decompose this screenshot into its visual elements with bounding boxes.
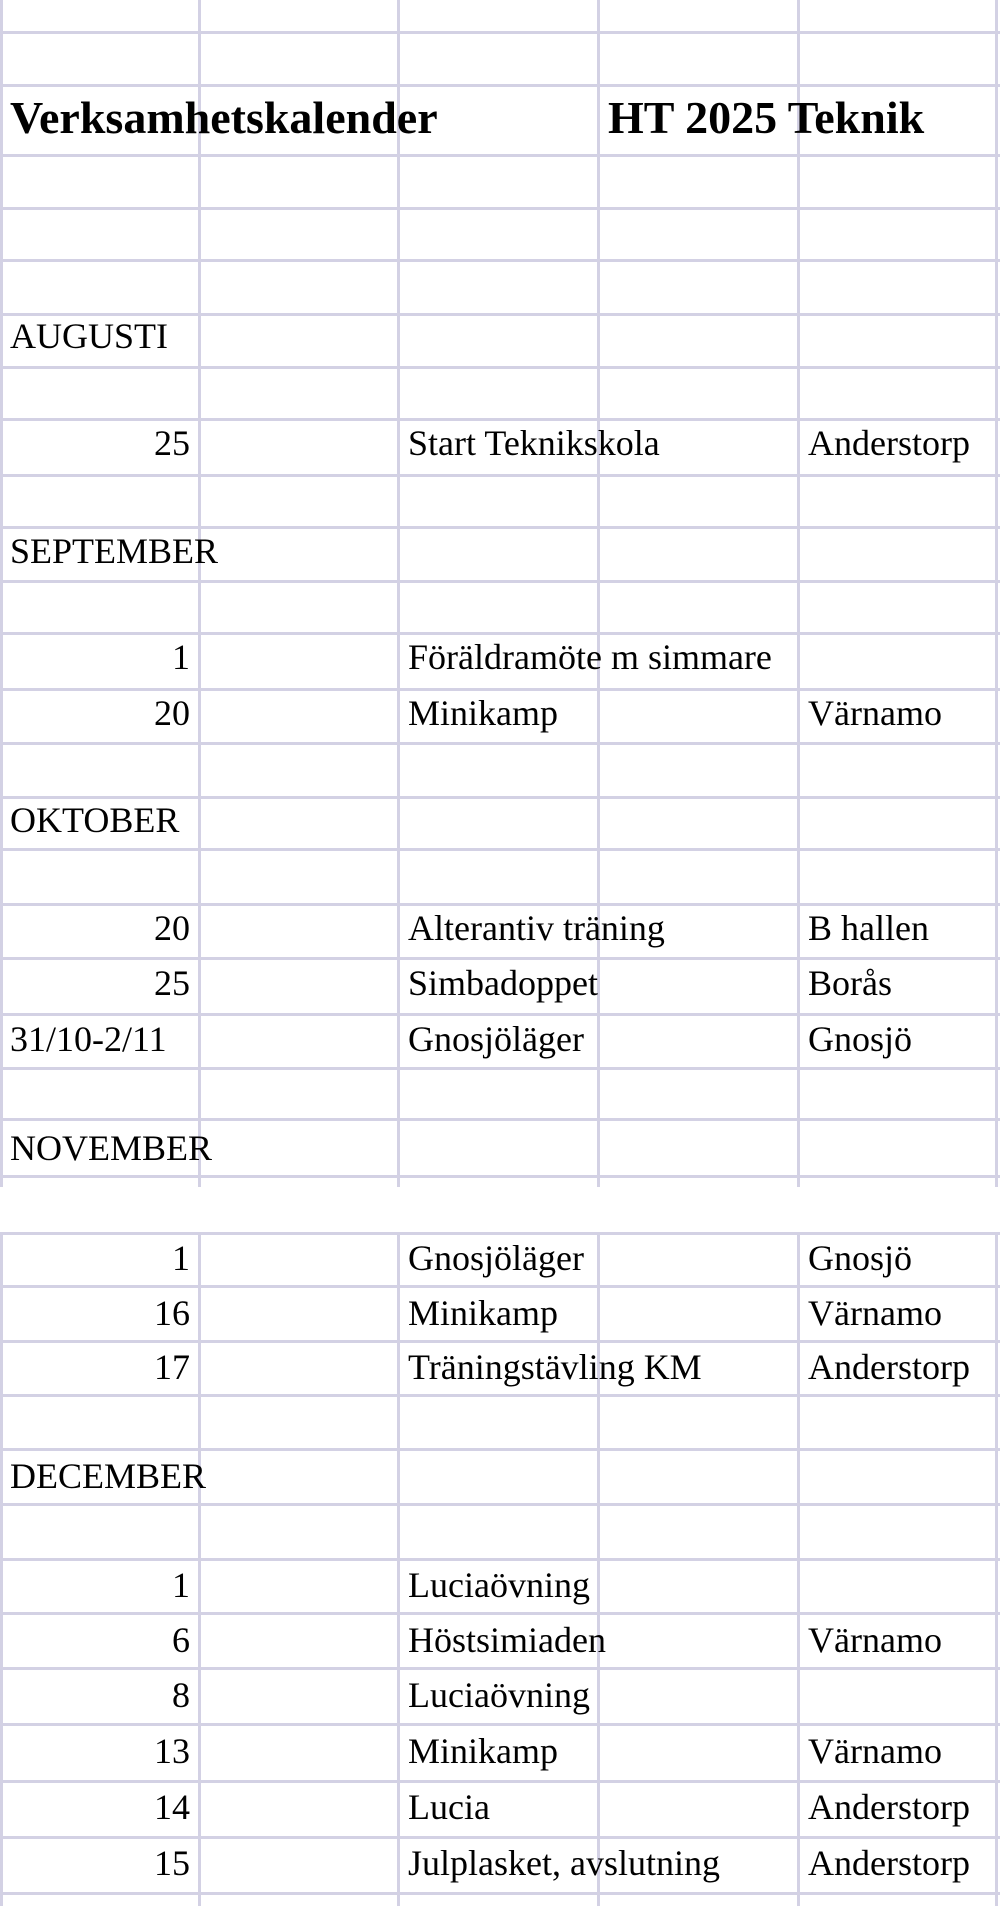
event-name: Minikamp — [408, 1293, 558, 1333]
grid-line — [0, 1612, 1000, 1615]
month-heading: AUGUSTI — [10, 316, 168, 356]
grid-line — [0, 154, 1000, 157]
grid-line — [0, 632, 1000, 635]
grid-line — [0, 1118, 1000, 1121]
event-date: 16 — [154, 1293, 190, 1333]
event-name: Minikamp — [408, 1731, 558, 1771]
grid-line — [0, 580, 1000, 583]
event-name: Gnosjöläger — [408, 1019, 584, 1059]
grid-line — [198, 0, 201, 1187]
grid-line — [597, 0, 600, 1187]
grid-line — [0, 1723, 1000, 1726]
event-date: 8 — [172, 1675, 190, 1715]
grid-line — [0, 84, 1000, 87]
event-date: 20 — [154, 908, 190, 948]
event-place: B hallen — [808, 908, 929, 948]
grid-line — [0, 1067, 1000, 1070]
event-name: Julplasket, avslutning — [408, 1843, 720, 1883]
event-place: Anderstorp — [808, 423, 970, 463]
grid-line — [0, 688, 1000, 691]
event-name: Föräldramöte m simmare — [408, 637, 772, 677]
month-heading: SEPTEMBER — [10, 531, 219, 571]
event-date: 1 — [172, 1565, 190, 1605]
grid-line — [0, 31, 1000, 34]
grid-line — [597, 1233, 600, 1906]
grid-line — [0, 1836, 1000, 1839]
grid-line — [0, 259, 1000, 262]
grid-line — [797, 0, 800, 1187]
grid-line — [0, 366, 1000, 369]
event-date: 14 — [154, 1787, 190, 1827]
grid-line — [0, 742, 1000, 745]
event-name: Start Teknikskola — [408, 423, 660, 463]
grid-line — [397, 1233, 400, 1906]
month-heading: OKTOBER — [10, 800, 180, 840]
event-date: 31/10-2/11 — [10, 1019, 167, 1059]
grid-line — [0, 1667, 1000, 1670]
grid-line — [0, 1892, 1000, 1895]
event-name: Träningstävling KM — [408, 1347, 702, 1387]
event-place: Anderstorp — [808, 1843, 970, 1883]
event-date: 25 — [154, 423, 190, 463]
event-place: Värnamo — [808, 1620, 942, 1660]
grid-line — [0, 526, 1000, 529]
grid-line — [0, 796, 1000, 799]
grid-line — [0, 418, 1000, 421]
grid-line — [0, 848, 1000, 851]
grid-line — [0, 1013, 1000, 1016]
month-heading: NOVEMBER — [10, 1128, 213, 1168]
event-name: Alterantiv träning — [408, 908, 665, 948]
event-place: Värnamo — [808, 1293, 942, 1333]
event-name: Simbadoppet — [408, 963, 598, 1003]
grid-line — [0, 1175, 1000, 1178]
event-name: Minikamp — [408, 693, 558, 733]
event-date: 6 — [172, 1620, 190, 1660]
grid-line — [0, 207, 1000, 210]
event-place: Borås — [808, 963, 892, 1003]
grid-line — [0, 1340, 1000, 1343]
grid-line — [0, 1503, 1000, 1506]
event-name: Luciaövning — [408, 1675, 590, 1715]
grid-line — [0, 1233, 3, 1906]
event-date: 20 — [154, 693, 190, 733]
event-name: Gnosjöläger — [408, 1238, 584, 1278]
event-date: 25 — [154, 963, 190, 1003]
month-heading: DECEMBER — [10, 1456, 207, 1496]
grid-line — [0, 957, 1000, 960]
event-name: Lucia — [408, 1787, 490, 1827]
grid-line — [0, 1780, 1000, 1783]
event-place: Värnamo — [808, 1731, 942, 1771]
event-place: Värnamo — [808, 693, 942, 733]
grid-line — [0, 1285, 1000, 1288]
event-name: Höstsimiaden — [408, 1620, 606, 1660]
grid-line — [0, 1558, 1000, 1561]
grid-line — [198, 1233, 201, 1906]
event-date: 15 — [154, 1843, 190, 1883]
grid-line — [0, 474, 1000, 477]
event-place: Anderstorp — [808, 1787, 970, 1827]
grid-line — [0, 1394, 1000, 1397]
event-place: Gnosjö — [808, 1238, 913, 1278]
event-name: Luciaövning — [408, 1565, 590, 1605]
grid-line — [0, 1232, 1000, 1235]
grid-line — [0, 903, 1000, 906]
event-date: 17 — [154, 1347, 190, 1387]
grid-line — [0, 1448, 1000, 1451]
event-place: Anderstorp — [808, 1347, 970, 1387]
grid-line — [0, 0, 3, 1187]
event-place: Gnosjö — [808, 1019, 913, 1059]
grid-line — [995, 1233, 998, 1906]
page-subtitle: HT 2025 Teknik — [608, 92, 925, 143]
grid-line — [797, 1233, 800, 1906]
grid-line — [995, 0, 998, 1187]
grid-line — [397, 0, 400, 1187]
event-date: 13 — [154, 1731, 190, 1771]
page-title: Verksamhetskalender — [10, 92, 438, 143]
event-date: 1 — [172, 637, 190, 677]
event-date: 1 — [172, 1238, 190, 1278]
